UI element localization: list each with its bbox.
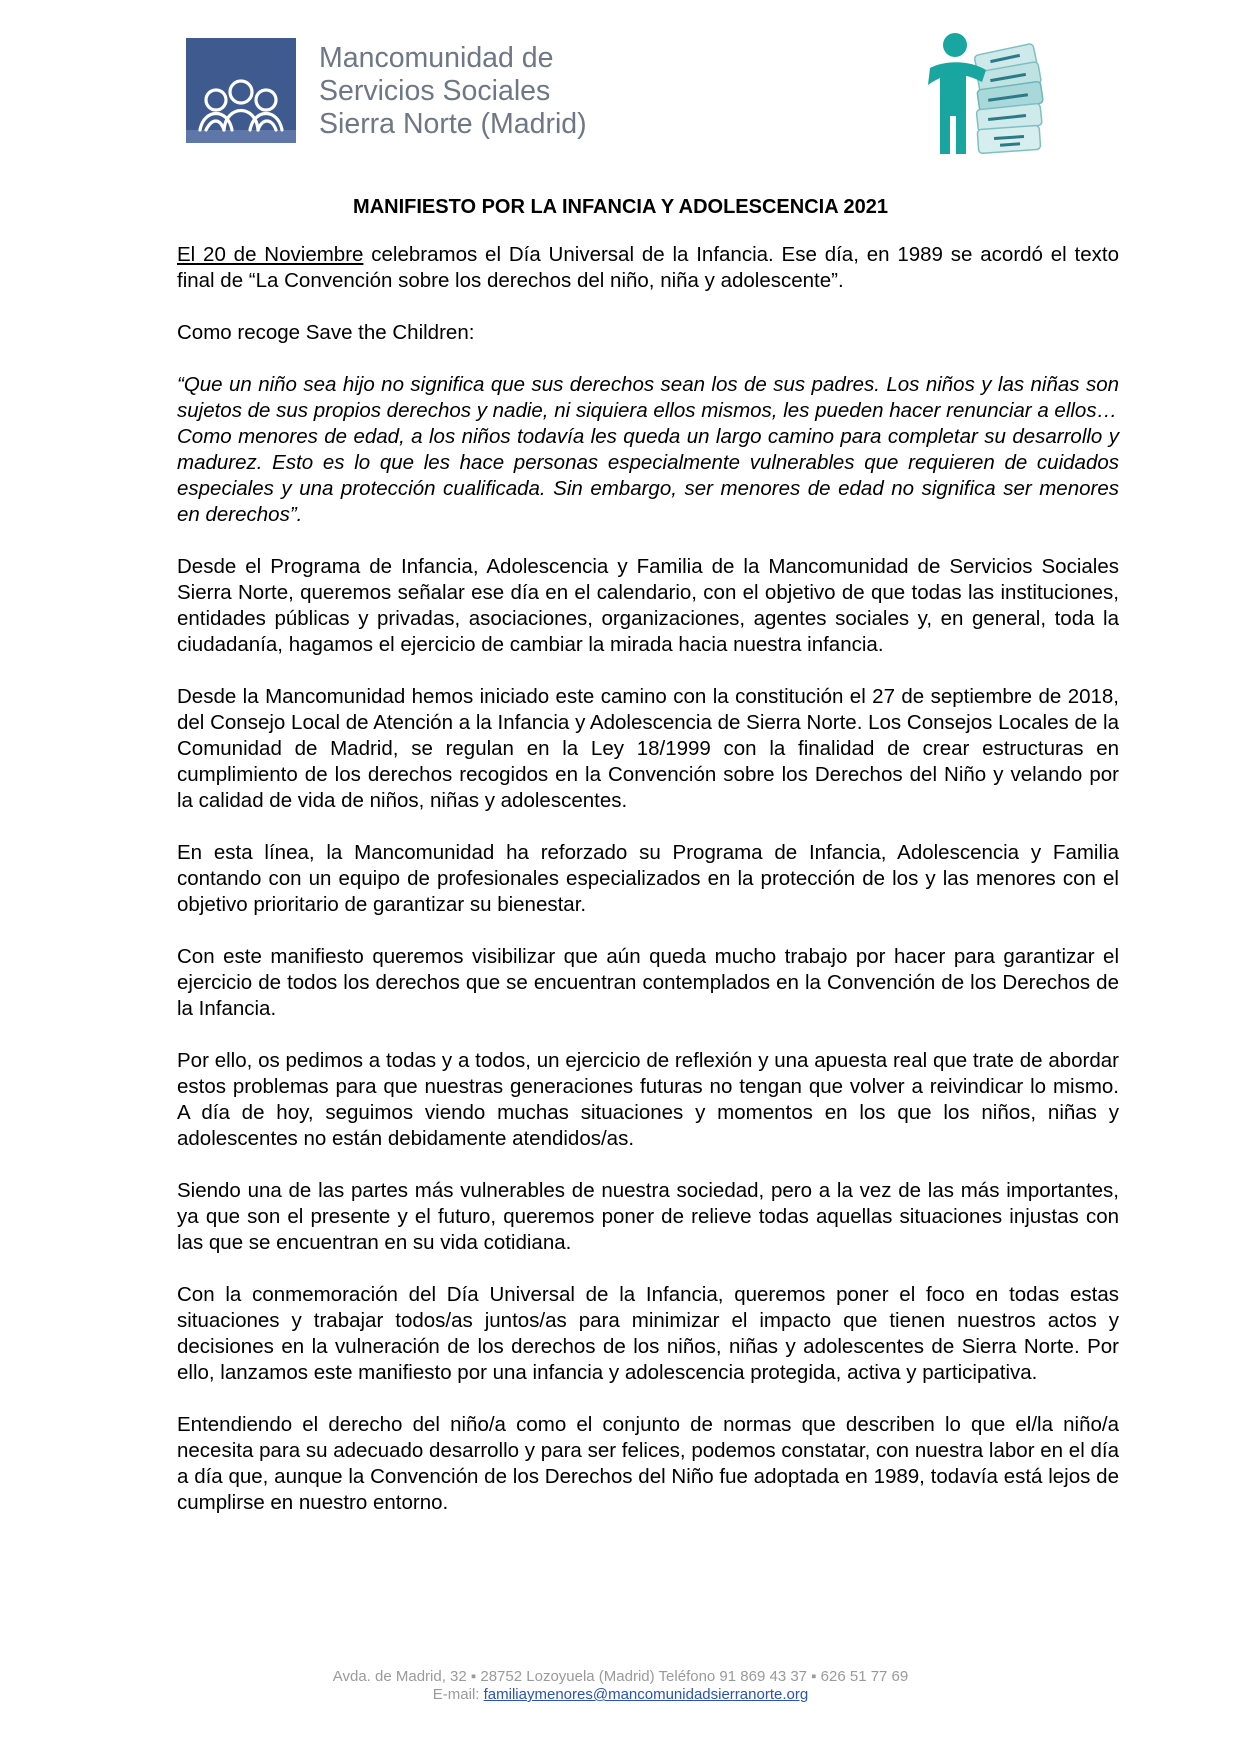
paragraph-10: Entendiendo el derecho del niño/a como el conjunto de normas que describen lo que el/la niño/a necesita para su adecuado desarrollo y para ser felices, podemos constatar, con nuestra labor en el día a día que, aunque la Convención de los Derechos del Niño fue adoptada en 1989, todavía está lejos de cumplirse en nuestro entorno.	[177, 1413, 1119, 1514]
footer-email-line	[0, 1686, 1241, 1704]
paragraph-7: Por ello, os pedimos a todas y a todos, un ejercicio de reflexión y una apuesta real que trate de abordar estos problemas para que nuestras generaciones futuras no tengan que volver a reivindicar lo mismo. A día de hoy, seguimos viendo muchas situaciones y momentos en los que los niños, niñas y adolescentes no están debidamente atendidos/as.	[177, 1049, 1119, 1150]
email-link[interactable]: familiaymenores@mancomunidadsierranorte.org	[483, 1686, 809, 1703]
org-name-line-2: Servicios Sociales	[319, 75, 551, 107]
date-highlight: El 20 de Noviembre	[177, 243, 364, 266]
org-name-line-1: Mancomunidad de	[319, 42, 554, 74]
quote-part-1: “Que un niño sea hijo no significa que sus derechos sean los de sus padres. Los niños y las niñas son sujetos de sus propios derechos y nadie, ni siquiera ellos mismos, les pueden hacer renunciar a ellos…	[177, 373, 1119, 422]
paragraph-4: Desde la Mancomunidad hemos iniciado este camino con la constitución el 27 de septiembre de 2018, del Consejo Local de Atención a la Infancia y Adolescencia de Sierra Norte. Los Consejos Locales de la Comunidad de Madrid, se regulan en la Ley 18/1999 con la finalidad de crear estructuras en cumplimiento de los derechos recogidos en la Convención sobre los Derechos del Niño y velando por la calidad de vida de niños, niñas y adolescentes.	[177, 685, 1119, 812]
page-header	[0, 0, 1241, 180]
organization-name	[319, 42, 587, 141]
paragraph-3: Desde el Programa de Infancia, Adolescencia y Familia de la Mancomunidad de Servicios Sociales Sierra Norte, queremos señalar ese día en el calendario, con el objetivo de que todas las instituciones, entidades públicas y privadas, asociaciones, organizaciones, agentes sociales y, en general, toda la ciudadanía, hagamos el ejercicio de cambiar la mirada hacia nuestra infancia.	[177, 555, 1119, 656]
page-footer	[0, 1668, 1241, 1704]
people-group-logo-icon	[186, 38, 296, 143]
paragraph-1	[177, 242, 1119, 294]
document-body	[177, 242, 1119, 1542]
mancomunidad-logo	[186, 38, 598, 148]
paragraph-5: En esta línea, la Mancomunidad ha reforzado su Programa de Infancia, Adolescencia y Familia contando con un equipo de profesionales especializados en la protección de los y las menores con el objetivo prioritario de garantizar su bienestar.	[177, 841, 1119, 916]
paragraph-6: Con este manifiesto queremos visibilizar que aún queda mucho trabajo por hacer para garantizar el ejercicio de todos los derechos que se encuentran contemplados en la Convención de los Derechos de la Infancia.	[177, 945, 1119, 1020]
quote-part-2: Como menores de edad, a los niños todavía les queda un largo camino para completar su desarrollo y madurez. Esto es lo que les hace personas especialmente vulnerables que requieren de cuidados especiales y una protección cualificada. Sin embargo, ser menores de edad no significa ser menores en derechos”.	[177, 425, 1119, 526]
paragraph-8: Siendo una de las partes más vulnerables de nuestra sociedad, pero a la vez de las más importantes, ya que son el presente y el futuro, queremos poner de relieve todas aquellas situaciones injustas con las que se encuentran en su vida cotidiana.	[177, 1179, 1119, 1254]
org-name-line-3: Sierra Norte (Madrid)	[319, 108, 587, 140]
quote-block	[177, 372, 1119, 528]
footer-address: Avda. de Madrid, 32 ▪ 28752 Lozoyuela (Madrid) Teléfono 91 869 43 37 ▪ 626 51 77 69	[332, 1668, 909, 1685]
email-label: E-mail:	[432, 1686, 484, 1703]
document-title: MANIFIESTO POR LA INFANCIA Y ADOLESCENCIA 2021	[353, 196, 888, 218]
child-figure-logo-icon	[920, 30, 1055, 168]
paragraph-2: Como recoge Save the Children:	[177, 321, 475, 344]
paragraph-1-text: celebramos el Día Universal de la Infancia. Ese día, en 1989 se acordó el texto final de “La Convención sobre los derechos del niño, niña y adolescente”.	[177, 243, 1119, 292]
paragraph-9: Con la conmemoración del Día Universal de la Infancia, queremos poner el foco en todas estas situaciones y trabajar todos/as juntos/as para minimizar el impacto que tienen nuestros actos y decisiones en la vulneración de los derechos de los niños, niñas y adolescentes de Sierra Norte. Por ello, lanzamos este manifiesto por una infancia y adolescencia protegida, activa y participativa.	[177, 1283, 1119, 1384]
